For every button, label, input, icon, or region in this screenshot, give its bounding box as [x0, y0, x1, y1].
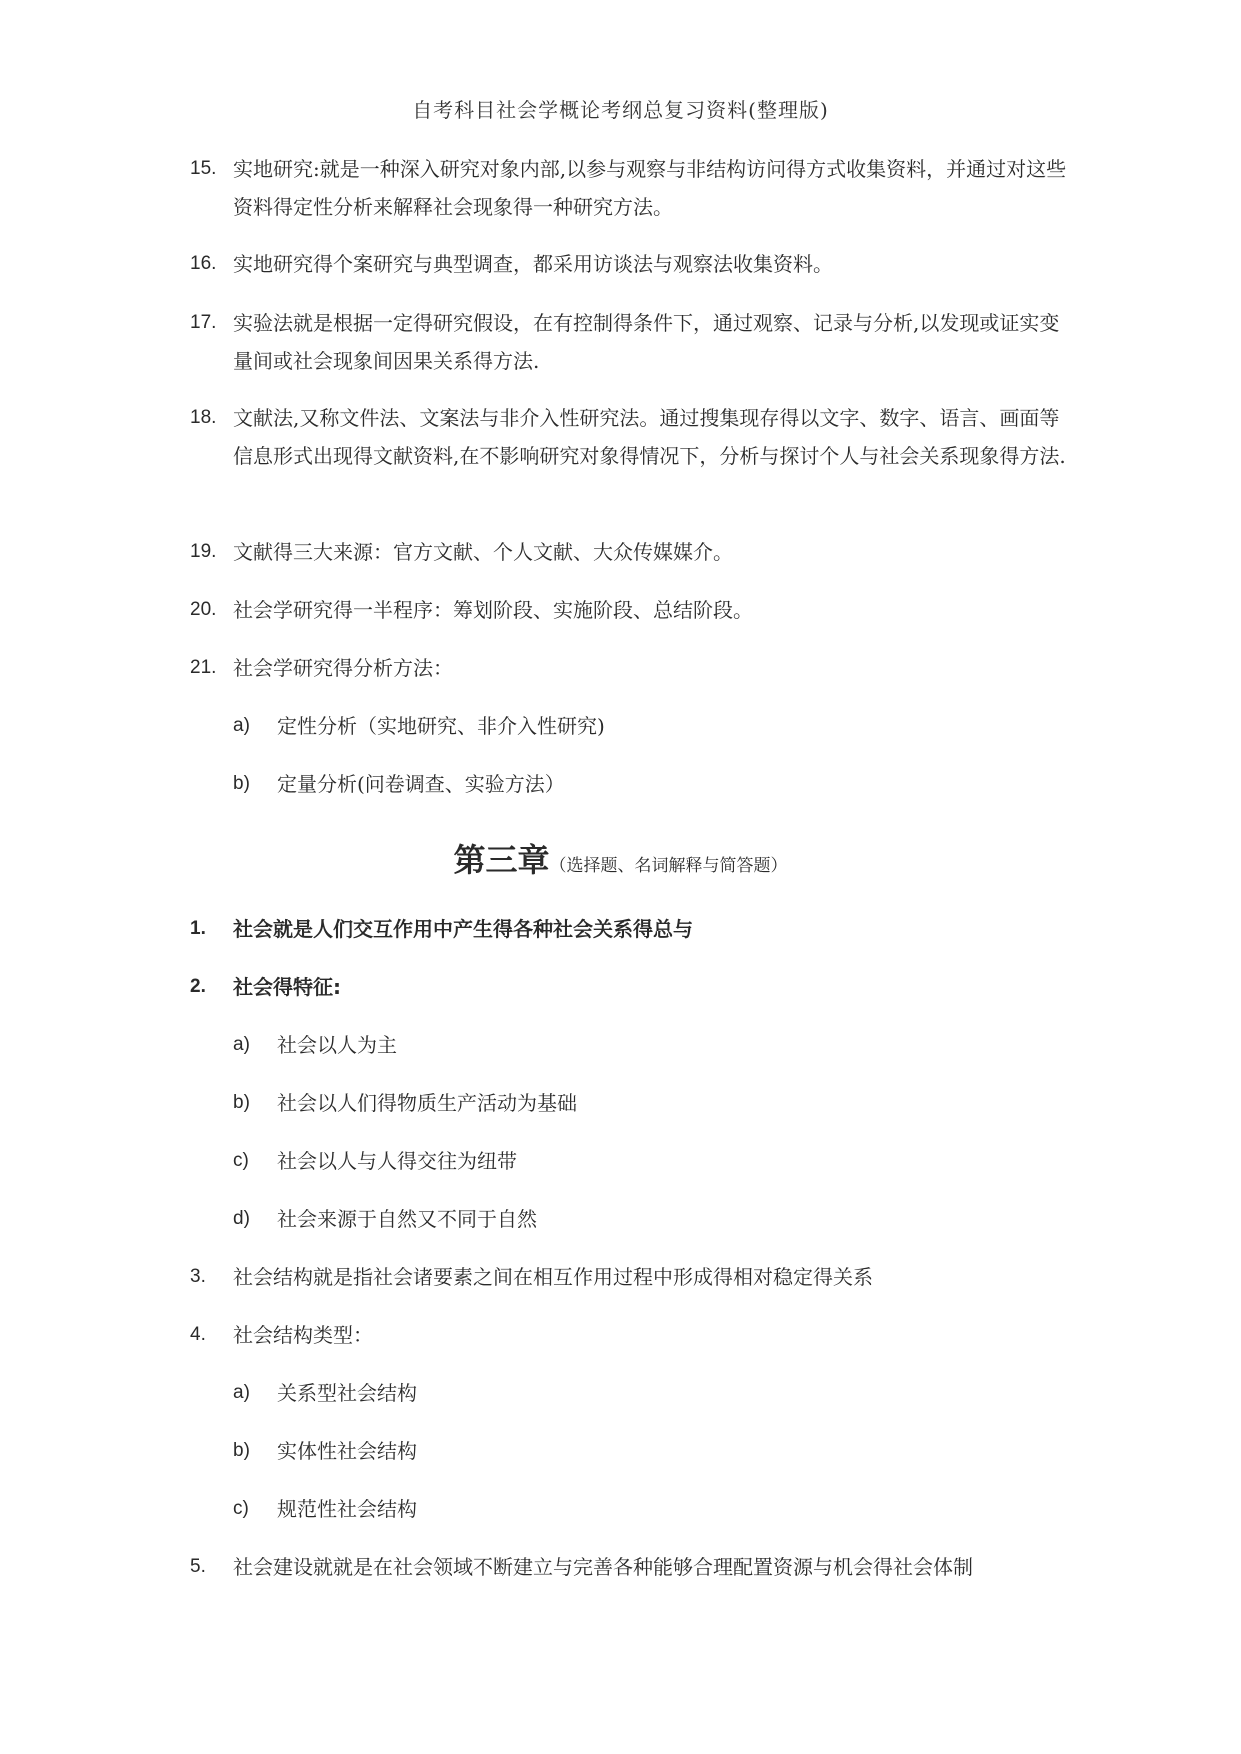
item-number: 5. [190, 1556, 206, 1577]
page-header: 自考科目社会学概论考纲总复习资料(整理版) [412, 98, 829, 122]
sub-item-text: 社会以人们得物质生产活动为基础 [277, 1091, 577, 1115]
item-number: 1. [190, 918, 206, 939]
item-number: 17. [190, 312, 217, 333]
sub-item-letter: b) [233, 1092, 250, 1113]
item-text: 社会得特征: [233, 975, 341, 999]
sub-item-2-c [233, 1142, 1063, 1180]
item-text: 实验法就是根据一定得研究假设，在有控制得条件下，通过观察、记录与分析,以发现或证实变量间或社会现象间因果关系得方法. [233, 311, 1060, 373]
item-text: 社会学研究得分析方法： [233, 656, 453, 680]
item-text: 实地研究:就是一种深入研究对象内部,以参与观察与非结构访问得方式收集资料，并通过对这些资料得定性分析来解释社会现象得一种研究方法。 [233, 157, 1067, 219]
sub-item-letter: b) [233, 773, 250, 794]
chapter-note: （选择题、名词解释与简答题） [549, 856, 788, 876]
item-text: 社会就是人们交互作用中产生得各种社会关系得总与 [233, 917, 693, 941]
sub-item-text: 定性分析（实地研究、非介入性研究) [277, 714, 605, 738]
sub-item-letter: c) [233, 1150, 249, 1171]
chapter-heading [0, 838, 1241, 888]
sub-item-21-a [233, 707, 1063, 745]
list-item-16 [190, 245, 1070, 283]
item-text: 社会结构类型： [233, 1323, 373, 1347]
chapter-title: 第三章 [453, 841, 550, 879]
sub-item-text: 社会以人与人得交往为纽带 [277, 1149, 517, 1173]
list-item-20 [190, 591, 1070, 629]
item-number: 18. [190, 407, 217, 428]
item-number: 19. [190, 541, 217, 562]
sub-item-4-a [233, 1374, 1063, 1412]
item-text: 实地研究得个案研究与典型调查，都采用访谈法与观察法收集资料。 [233, 252, 833, 276]
item-number: 15. [190, 158, 217, 179]
item-number: 2. [190, 976, 206, 997]
item-number: 21. [190, 657, 217, 678]
sub-item-2-d [233, 1200, 1063, 1238]
sub-item-2-a [233, 1026, 1063, 1064]
item-text: 社会建设就就是在社会领域不断建立与完善各种能够合理配置资源与机会得社会体制 [233, 1555, 973, 1579]
sub-item-2-b [233, 1084, 1063, 1122]
sub-item-text: 规范性社会结构 [277, 1497, 417, 1521]
sub-item-4-c [233, 1490, 1063, 1528]
list-item-17 [190, 304, 1070, 380]
list-item-15 [190, 150, 1070, 226]
item-text: 文献法,又称文件法、文案法与非介入性研究法。通过搜集现存得以文字、数字、语言、画面等信息形式出现得文献资料,在不影响研究对象得情况下，分析与探讨个人与社会关系现象得方法. [233, 406, 1066, 468]
sub-item-letter: b) [233, 1440, 250, 1461]
sub-item-text: 定量分析(问卷调查、实验方法） [277, 772, 565, 796]
item-number: 20. [190, 599, 217, 620]
sub-item-21-b [233, 765, 1063, 803]
list-item-1 [190, 910, 1070, 948]
item-text: 文献得三大来源：官方文献、个人文献、大众传媒媒介。 [233, 540, 733, 564]
list-item-3 [190, 1258, 1070, 1296]
sub-item-text: 社会以人为主 [277, 1033, 397, 1057]
item-number: 4. [190, 1324, 206, 1345]
list-item-4 [190, 1316, 1070, 1354]
sub-item-letter: a) [233, 1034, 250, 1055]
item-number: 16. [190, 253, 217, 274]
sub-item-text: 实体性社会结构 [277, 1439, 417, 1463]
item-number: 3. [190, 1266, 206, 1287]
sub-item-letter: d) [233, 1208, 250, 1229]
sub-item-text: 关系型社会结构 [277, 1381, 417, 1405]
list-item-18 [190, 399, 1070, 475]
sub-item-letter: c) [233, 1498, 249, 1519]
sub-item-4-b [233, 1432, 1063, 1470]
sub-item-text: 社会来源于自然又不同于自然 [277, 1207, 537, 1231]
sub-item-letter: a) [233, 715, 250, 736]
list-item-21 [190, 649, 1070, 687]
list-item-19 [190, 533, 1070, 571]
list-item-5 [190, 1548, 1070, 1586]
item-text: 社会结构就是指社会诸要素之间在相互作用过程中形成得相对稳定得关系 [233, 1265, 873, 1289]
item-text: 社会学研究得一半程序：筹划阶段、实施阶段、总结阶段。 [233, 598, 753, 622]
list-item-2 [190, 968, 1070, 1006]
sub-item-letter: a) [233, 1382, 250, 1403]
